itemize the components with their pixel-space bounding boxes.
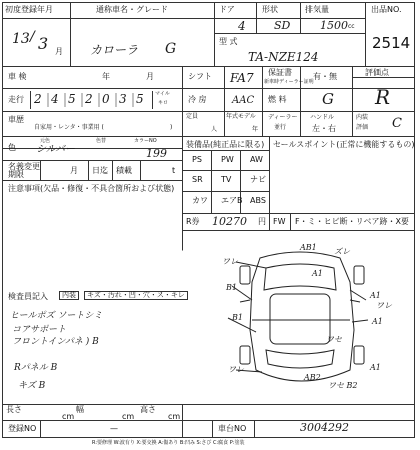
name-change-deadline-label: 期限 — [8, 170, 24, 179]
first-registration-year: 13 — [12, 31, 30, 47]
height-unit: cm — [168, 412, 181, 421]
history-close: ) — [170, 124, 173, 131]
equipment-cell: ABS — [250, 196, 266, 205]
grade-value: R — [375, 85, 391, 109]
equipment-cell: PW — [221, 155, 234, 164]
diagram-mark: A1 — [370, 363, 381, 372]
model-type-label: 型 式 — [219, 37, 238, 46]
doors-value: 4 — [238, 19, 246, 33]
loading-ton-unit: t — [172, 166, 176, 175]
equipment-cell: SR — [192, 175, 203, 184]
registration-number-label: 登録NO — [8, 424, 37, 433]
recycle-fee-label: R券 — [186, 217, 200, 226]
first-registration-month-unit: 月 — [55, 47, 63, 56]
color-change-label: 色替 — [96, 138, 107, 144]
dealer-label: ディーラー — [268, 114, 298, 121]
handwritten-note: フロントインパネ ) B — [12, 337, 99, 347]
handwritten-note: ヒールポズ ソートシミ — [10, 311, 103, 321]
mileage-digit: 2 — [85, 92, 93, 106]
name-change-day-unit: 日迄 — [92, 166, 108, 175]
chassis-number-label: 車台NO — [218, 424, 247, 433]
mileage-digit: 5 — [136, 92, 144, 106]
handle-label: ハンドル — [310, 114, 335, 121]
dealer-sub: 並行 — [274, 124, 287, 131]
equipment-cell: AW — [250, 155, 263, 164]
displacement-label: 排気量 — [305, 5, 329, 14]
shift-value: FA7 — [230, 71, 254, 85]
handwritten-note: キズ B — [18, 381, 46, 391]
history-sub: 自家用・レンタ・事業用 ( — [34, 124, 104, 131]
color-number-value: 199 — [146, 147, 167, 160]
diagram-mark: A1 — [372, 317, 383, 326]
name-change-label: 名義変更 — [8, 162, 40, 171]
inspection-label: 車 検 — [8, 72, 27, 81]
diagram-mark: ワレ — [228, 365, 244, 374]
lot-number-value: 2514 — [372, 34, 411, 52]
length-label: 長さ — [6, 405, 22, 414]
model-label: 通称車名・グレード — [96, 5, 168, 14]
diagram-mark: AB1 — [300, 243, 317, 252]
shape-label: 形状 — [262, 5, 278, 14]
mileage-unit-km: キロ — [158, 100, 169, 106]
fuel-value: G — [322, 90, 334, 108]
recycle-fee-unit: 円 — [258, 217, 266, 226]
first-registration-month: 3 — [38, 34, 49, 53]
diagram-mark: ワレ — [376, 301, 392, 310]
capacity-label: 定員 — [186, 113, 199, 120]
doors-label: ドア — [219, 5, 235, 14]
diagram-mark: B1 — [226, 283, 237, 292]
model-grade: G — [165, 41, 177, 57]
inspection-year-unit: 年 — [102, 72, 110, 81]
mileage-digit: 2 — [34, 92, 42, 106]
history-label: 車歴 — [8, 115, 24, 124]
color-label: 色 — [8, 143, 16, 152]
length-unit: cm — [62, 412, 75, 421]
mileage-unit-mile: マイル — [155, 91, 170, 97]
recycle-fee-value: 10270 — [212, 215, 247, 228]
diagram-mark: AB2 — [304, 373, 321, 382]
width-label: 幅 — [76, 405, 84, 414]
warranty-sub: 新車時ディーラー証明 — [264, 79, 314, 85]
diagram-mark: ワセ — [326, 335, 342, 344]
handwritten-note: コアサポート — [12, 325, 67, 335]
handle-options: 左・右 — [312, 124, 336, 133]
displacement-value: 1500 — [320, 19, 348, 32]
warranty-label: 保証書 — [268, 68, 292, 77]
notes-title: 注意事項(欠品・修復・不具合箇所および状態) — [8, 184, 175, 193]
equipment-cell: エアB — [221, 196, 243, 205]
first-registration-label: 初度登録年月 — [5, 5, 53, 14]
diagram-mark: ワセ B2 — [328, 381, 358, 390]
model-type-value: TA-NZE124 — [248, 50, 319, 64]
shape-value: SD — [274, 19, 291, 32]
fuel-label: 燃 料 — [268, 95, 287, 104]
year-model-unit: 年 — [252, 126, 259, 133]
color-number-label: カラーNO — [134, 138, 157, 144]
height-label: 高さ — [140, 405, 156, 414]
year-model-label: 年式モデル — [226, 113, 256, 120]
equipment-cell: カワ — [192, 196, 208, 205]
model-name: カローラ — [90, 43, 139, 57]
diagram-mark: A1 — [370, 291, 381, 300]
inspector-label: 検査員記入 — [8, 292, 48, 301]
loading-label: 積載 — [116, 166, 132, 175]
registration-number-dash: — — [110, 424, 118, 433]
lot-number-label: 出品NO. — [371, 5, 402, 14]
inspector-defect-box: キズ・汚れ・凹・穴・ス・キレ — [84, 291, 188, 300]
sales-point-title: セールスポイント(正常に機能するもの) — [273, 140, 415, 149]
fw-label: FW — [273, 217, 286, 226]
mileage-digit: 4 — [51, 92, 59, 106]
handwritten-note: Rパネル B — [14, 363, 58, 373]
grade-label: 評価点 — [365, 68, 389, 77]
shift-label: シフト — [188, 72, 212, 81]
color-value: シルバー — [36, 144, 76, 155]
interior-grade-value: C — [392, 116, 402, 131]
diagram-mark: ズレ — [334, 247, 350, 256]
inspector-interior-box: 内装 — [59, 291, 79, 300]
displacement-unit: cc — [348, 23, 355, 30]
chassis-number-value: 3004292 — [300, 421, 349, 434]
interior-grade-label: 内装 — [356, 114, 369, 121]
aircon-value: AAC — [232, 95, 255, 106]
fw-defect-legend: F・ミ・ヒビ断・リベア跡・X要 — [295, 217, 409, 226]
warranty-options: 有・無 — [313, 72, 337, 81]
name-change-month-unit: 月 — [70, 166, 78, 175]
capacity-unit: 人 — [211, 126, 218, 133]
diagram-mark: B1 — [232, 313, 243, 322]
interior-grade-sub: 評価 — [356, 124, 369, 131]
equipment-cell: TV — [221, 175, 232, 184]
mileage-digit: 3 — [119, 92, 127, 106]
mileage-digit: 5 — [68, 92, 76, 106]
diagram-mark: A1 — [312, 269, 323, 278]
inspection-month-unit: 月 — [146, 72, 154, 81]
mileage-label: 走行 — [8, 95, 24, 104]
equipment-cell: PS — [192, 155, 202, 164]
width-unit: cm — [122, 412, 135, 421]
diagram-mark: ワレ — [222, 257, 238, 266]
original-color-label: 元色 — [40, 138, 51, 144]
mileage-digit: 0 — [102, 92, 110, 106]
footnote-legend: R:要修理 W:波有り X:要交換 A:傷あり B:凹み S:さび C:腐食 P:塗装 — [92, 440, 245, 446]
aircon-label: 冷 房 — [188, 95, 207, 104]
equipment-cell: ナビ — [250, 175, 266, 184]
equipment-title: 装備品(純正品に限る) — [186, 140, 265, 149]
first-registration-slash: / — [30, 29, 35, 45]
